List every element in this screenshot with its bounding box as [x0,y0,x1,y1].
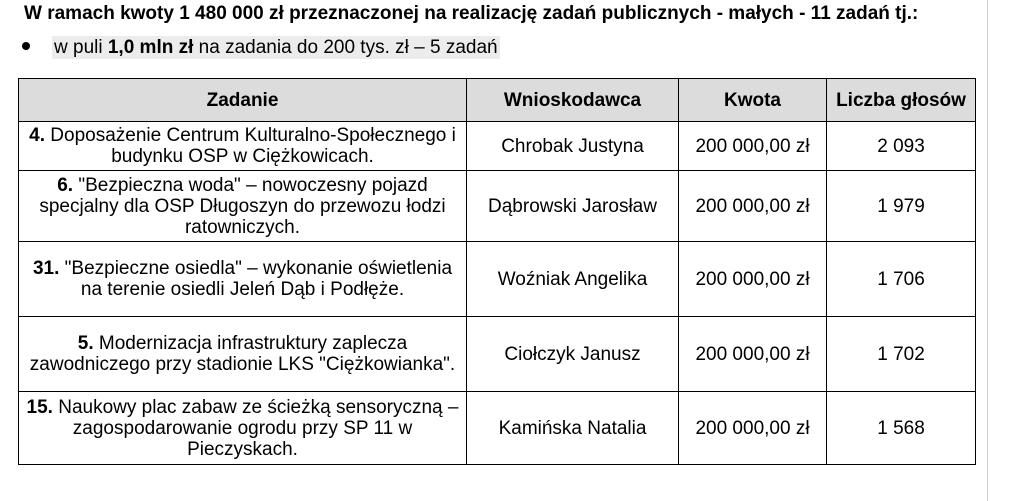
table-row [19,392,976,465]
task-cell [19,392,467,465]
task-title: Modernizacja infrastruktury zaplecza zawodniczego przy stadionie LKS "Ciężkowianka". [29,333,456,375]
votes-cell: 2 093 [827,122,976,171]
header-votes: Liczba głosów [827,79,976,122]
header-applicant: Wnioskodawca [467,79,679,122]
header-amount: Kwota [679,79,827,122]
votes-cell: 1 706 [827,242,976,317]
table-row [19,317,976,392]
task-title: Doposażenie Centrum Kulturalno-Społecznego i budynku OSP w Ciężkowicach. [45,125,456,167]
table-row [19,242,976,317]
task-title: "Bezpieczna woda" – nowoczesny pojazd specjalny dla OSP Długoszyn do przewozu łodzi ratowniczych. [39,174,446,238]
page-heading: W ramach kwoty 1 480 000 zł przeznaczonej na realizację zadań publicznych - małych - 11 zadań tj.: [24,3,919,24]
amount-cell: 200 000,00 zł [679,242,827,317]
table-row [19,122,976,171]
votes-cell: 1 979 [827,171,976,242]
applicant-cell: Ciołczyk Janusz [467,317,679,392]
amount-cell: 200 000,00 zł [679,392,827,465]
amount-cell: 200 000,00 zł [679,317,827,392]
bullet-item [22,37,500,59]
header-task: Zadanie [19,79,467,122]
bullet-pool-amount: 1,0 mln zł [107,37,194,58]
bullet-suffix: na zadania do 200 tys. zł – 5 zadań [193,37,498,58]
bullet-dot-icon [22,42,30,50]
bullet-prefix: w puli [54,37,108,58]
task-number: 31. [32,258,60,279]
task-title: "Bezpieczne osiedla" – wykonanie oświetlenia na terenie osiedli Jeleń Dąb i Podłęże. [59,258,453,300]
table-row [19,171,976,242]
task-number: 4. [29,125,45,146]
table-header-row [19,79,976,122]
votes-cell: 1 702 [827,317,976,392]
task-number: 15. [26,396,53,418]
amount-cell: 200 000,00 zł [679,122,827,171]
page-edge-line [987,0,988,501]
applicant-cell: Kamińska Natalia [467,392,679,465]
task-cell [19,122,467,171]
applicant-cell: Woźniak Angelika [467,242,679,317]
task-cell [19,242,467,317]
task-cell [19,171,467,242]
tasks-table [18,78,976,465]
task-number: 5. [77,333,94,354]
votes-cell: 1 568 [827,392,976,465]
bullet-text [52,36,500,59]
applicant-cell: Chrobak Justyna [467,122,679,171]
task-title: Naukowy plac zabaw ze ścieżką sensoryczną – zagospodarowanie ogrodu przy SP 11 w Pieczyskach. [52,396,459,460]
task-cell [19,317,467,392]
applicant-cell: Dąbrowski Jarosław [467,171,679,242]
amount-cell: 200 000,00 zł [679,171,827,242]
task-number: 6. [57,174,74,196]
